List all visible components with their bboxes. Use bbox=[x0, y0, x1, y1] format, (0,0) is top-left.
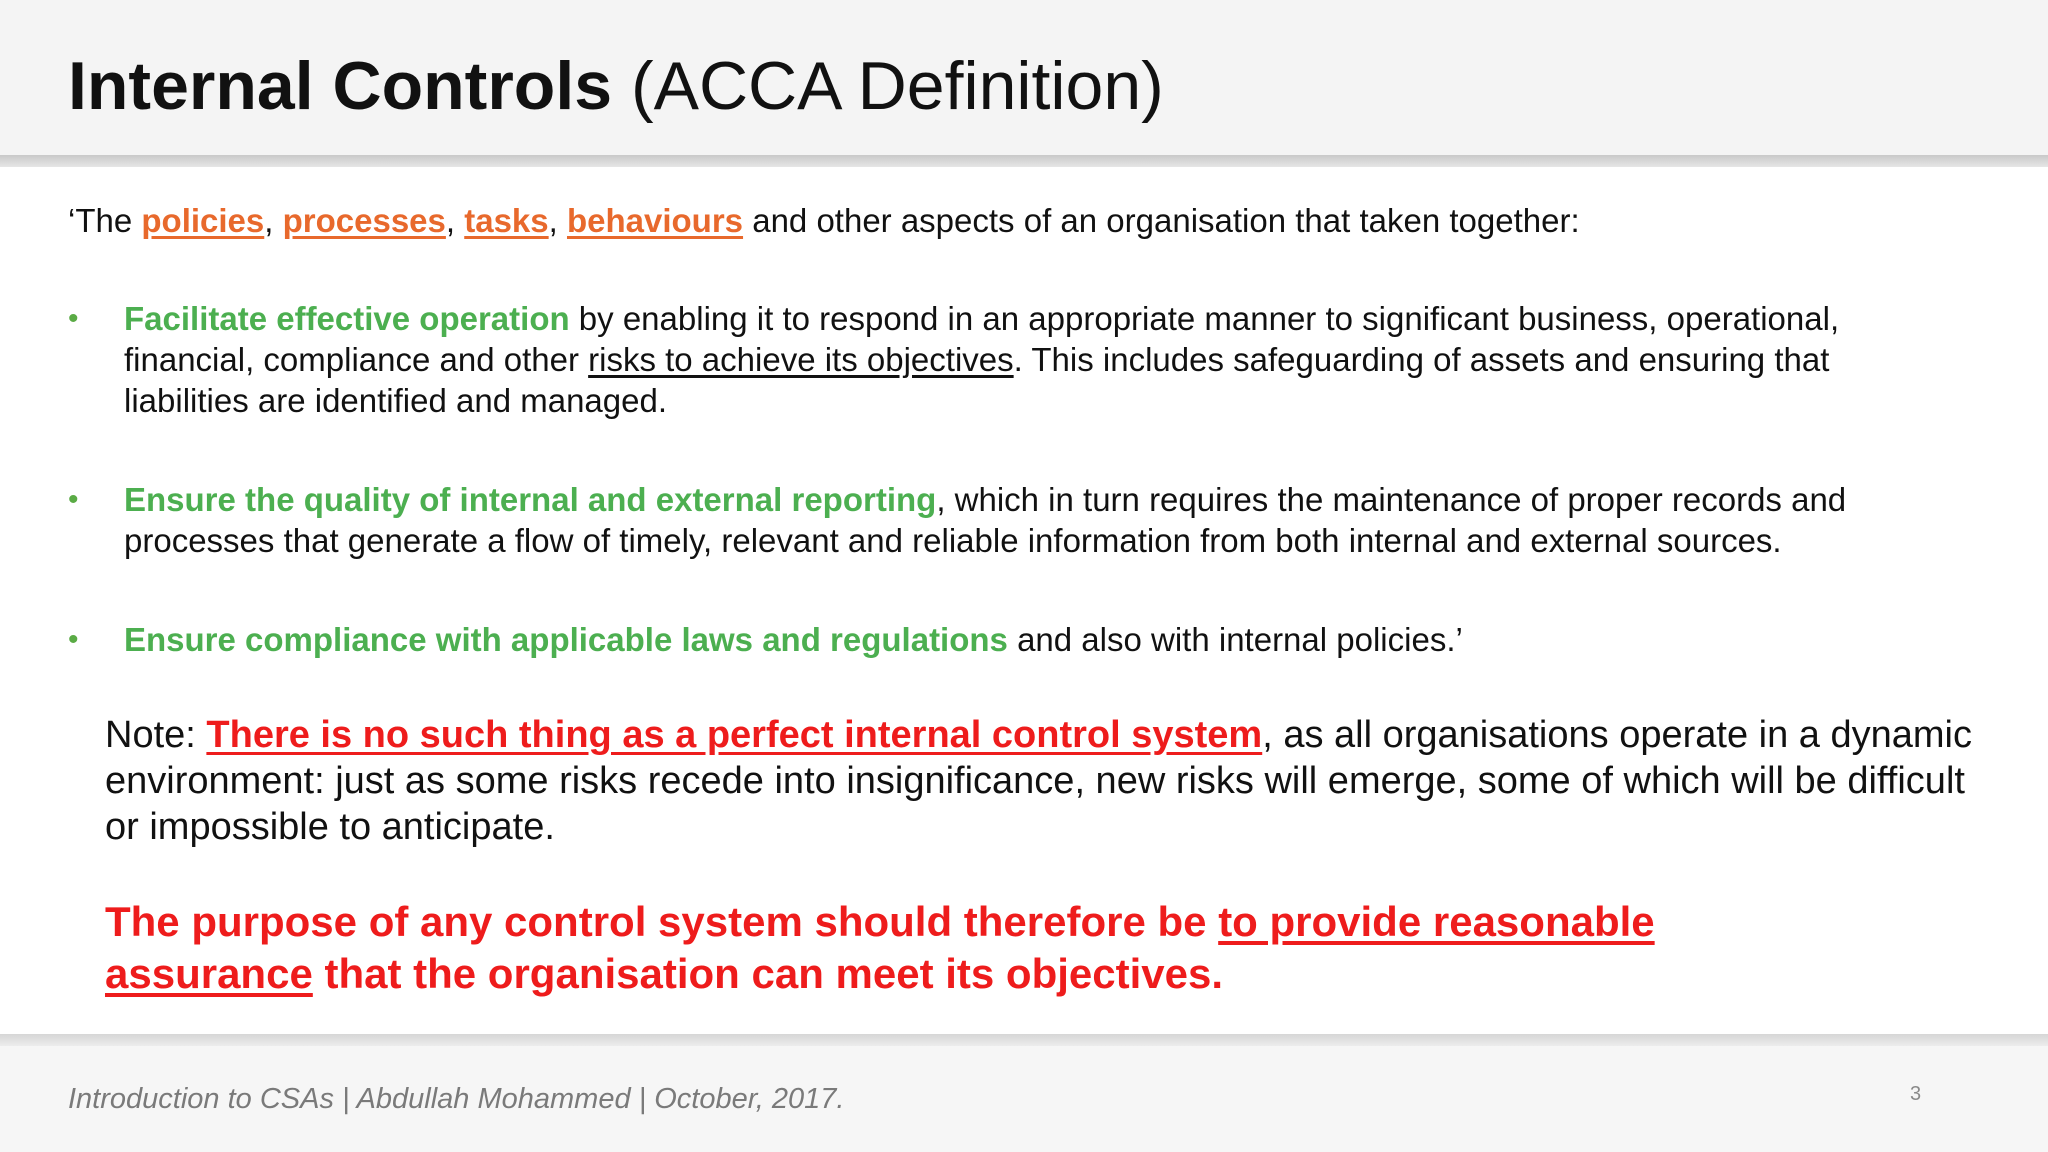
term-tasks: tasks bbox=[464, 202, 549, 239]
note-paragraph bbox=[105, 712, 1985, 850]
title-bold: Internal Controls bbox=[68, 48, 613, 124]
bullet-dot-icon: • bbox=[68, 302, 79, 335]
note-rest: , as all organisations operate in a dynamic environment: just as some risks recede into insignificance, new risks will emerge, some of which will be difficult or impossible to anticipate. bbox=[105, 714, 1972, 848]
bullet-item bbox=[68, 479, 1948, 561]
bullet-dot-icon: • bbox=[68, 483, 79, 516]
bullet-text: by enabling it to respond in an appropriate manner to significant business, operational, financial, compliance and other bbox=[124, 300, 1840, 378]
bullet-text: . This includes safeguarding of assets and ensuring that liabilities are identified and managed. bbox=[124, 341, 1830, 419]
purpose-underlined: to provide reasonable assurance bbox=[105, 898, 1655, 997]
note-emphasis: There is no such thing as a perfect internal control system bbox=[206, 714, 1263, 756]
bullet-item bbox=[68, 298, 1948, 421]
term-behaviours: behaviours bbox=[566, 202, 744, 239]
bullet-text: , which in turn requires the maintenance of proper records and processes that generate a flow of timely, relevant and reliable information from both internal and external sources. bbox=[124, 481, 1847, 559]
bullet-text: and also with internal policies.’ bbox=[1007, 621, 1463, 658]
bullet-underlined: risks to achieve its objectives bbox=[588, 341, 1014, 378]
bullet-highlight: Ensure the quality of internal and external reporting bbox=[124, 481, 937, 518]
bullet-item bbox=[68, 619, 1948, 660]
term-policies: policies bbox=[141, 202, 265, 239]
purpose-text: that the organisation can meet its objectives. bbox=[312, 950, 1224, 997]
intro-line bbox=[68, 200, 1580, 242]
term-processes: processes bbox=[282, 202, 446, 239]
bullet-highlight: Facilitate effective operation bbox=[124, 300, 570, 337]
separator: , bbox=[264, 202, 283, 239]
slide-title bbox=[68, 42, 1164, 130]
intro-rest: and other aspects of an organisation that taken together: bbox=[743, 202, 1580, 239]
title-normal: (ACCA Definition) bbox=[630, 48, 1164, 124]
page-number: 3 bbox=[1910, 1083, 1922, 1105]
note-label: Note: bbox=[105, 714, 207, 756]
purpose-text: The purpose of any control system should therefore be bbox=[105, 898, 1219, 945]
intro-open: ‘The bbox=[68, 202, 142, 239]
bullet-list bbox=[68, 298, 1948, 718]
bullet-dot-icon: • bbox=[68, 623, 79, 656]
separator: , bbox=[445, 202, 465, 239]
title-divider bbox=[0, 155, 2048, 167]
separator: , bbox=[548, 202, 567, 239]
bullet-highlight: Ensure compliance with applicable laws and regulations bbox=[124, 621, 1008, 658]
purpose-statement bbox=[105, 896, 1865, 1000]
footer-caption: Introduction to CSAs | Abdullah Mohammed | October, 2017. bbox=[68, 1083, 845, 1115]
